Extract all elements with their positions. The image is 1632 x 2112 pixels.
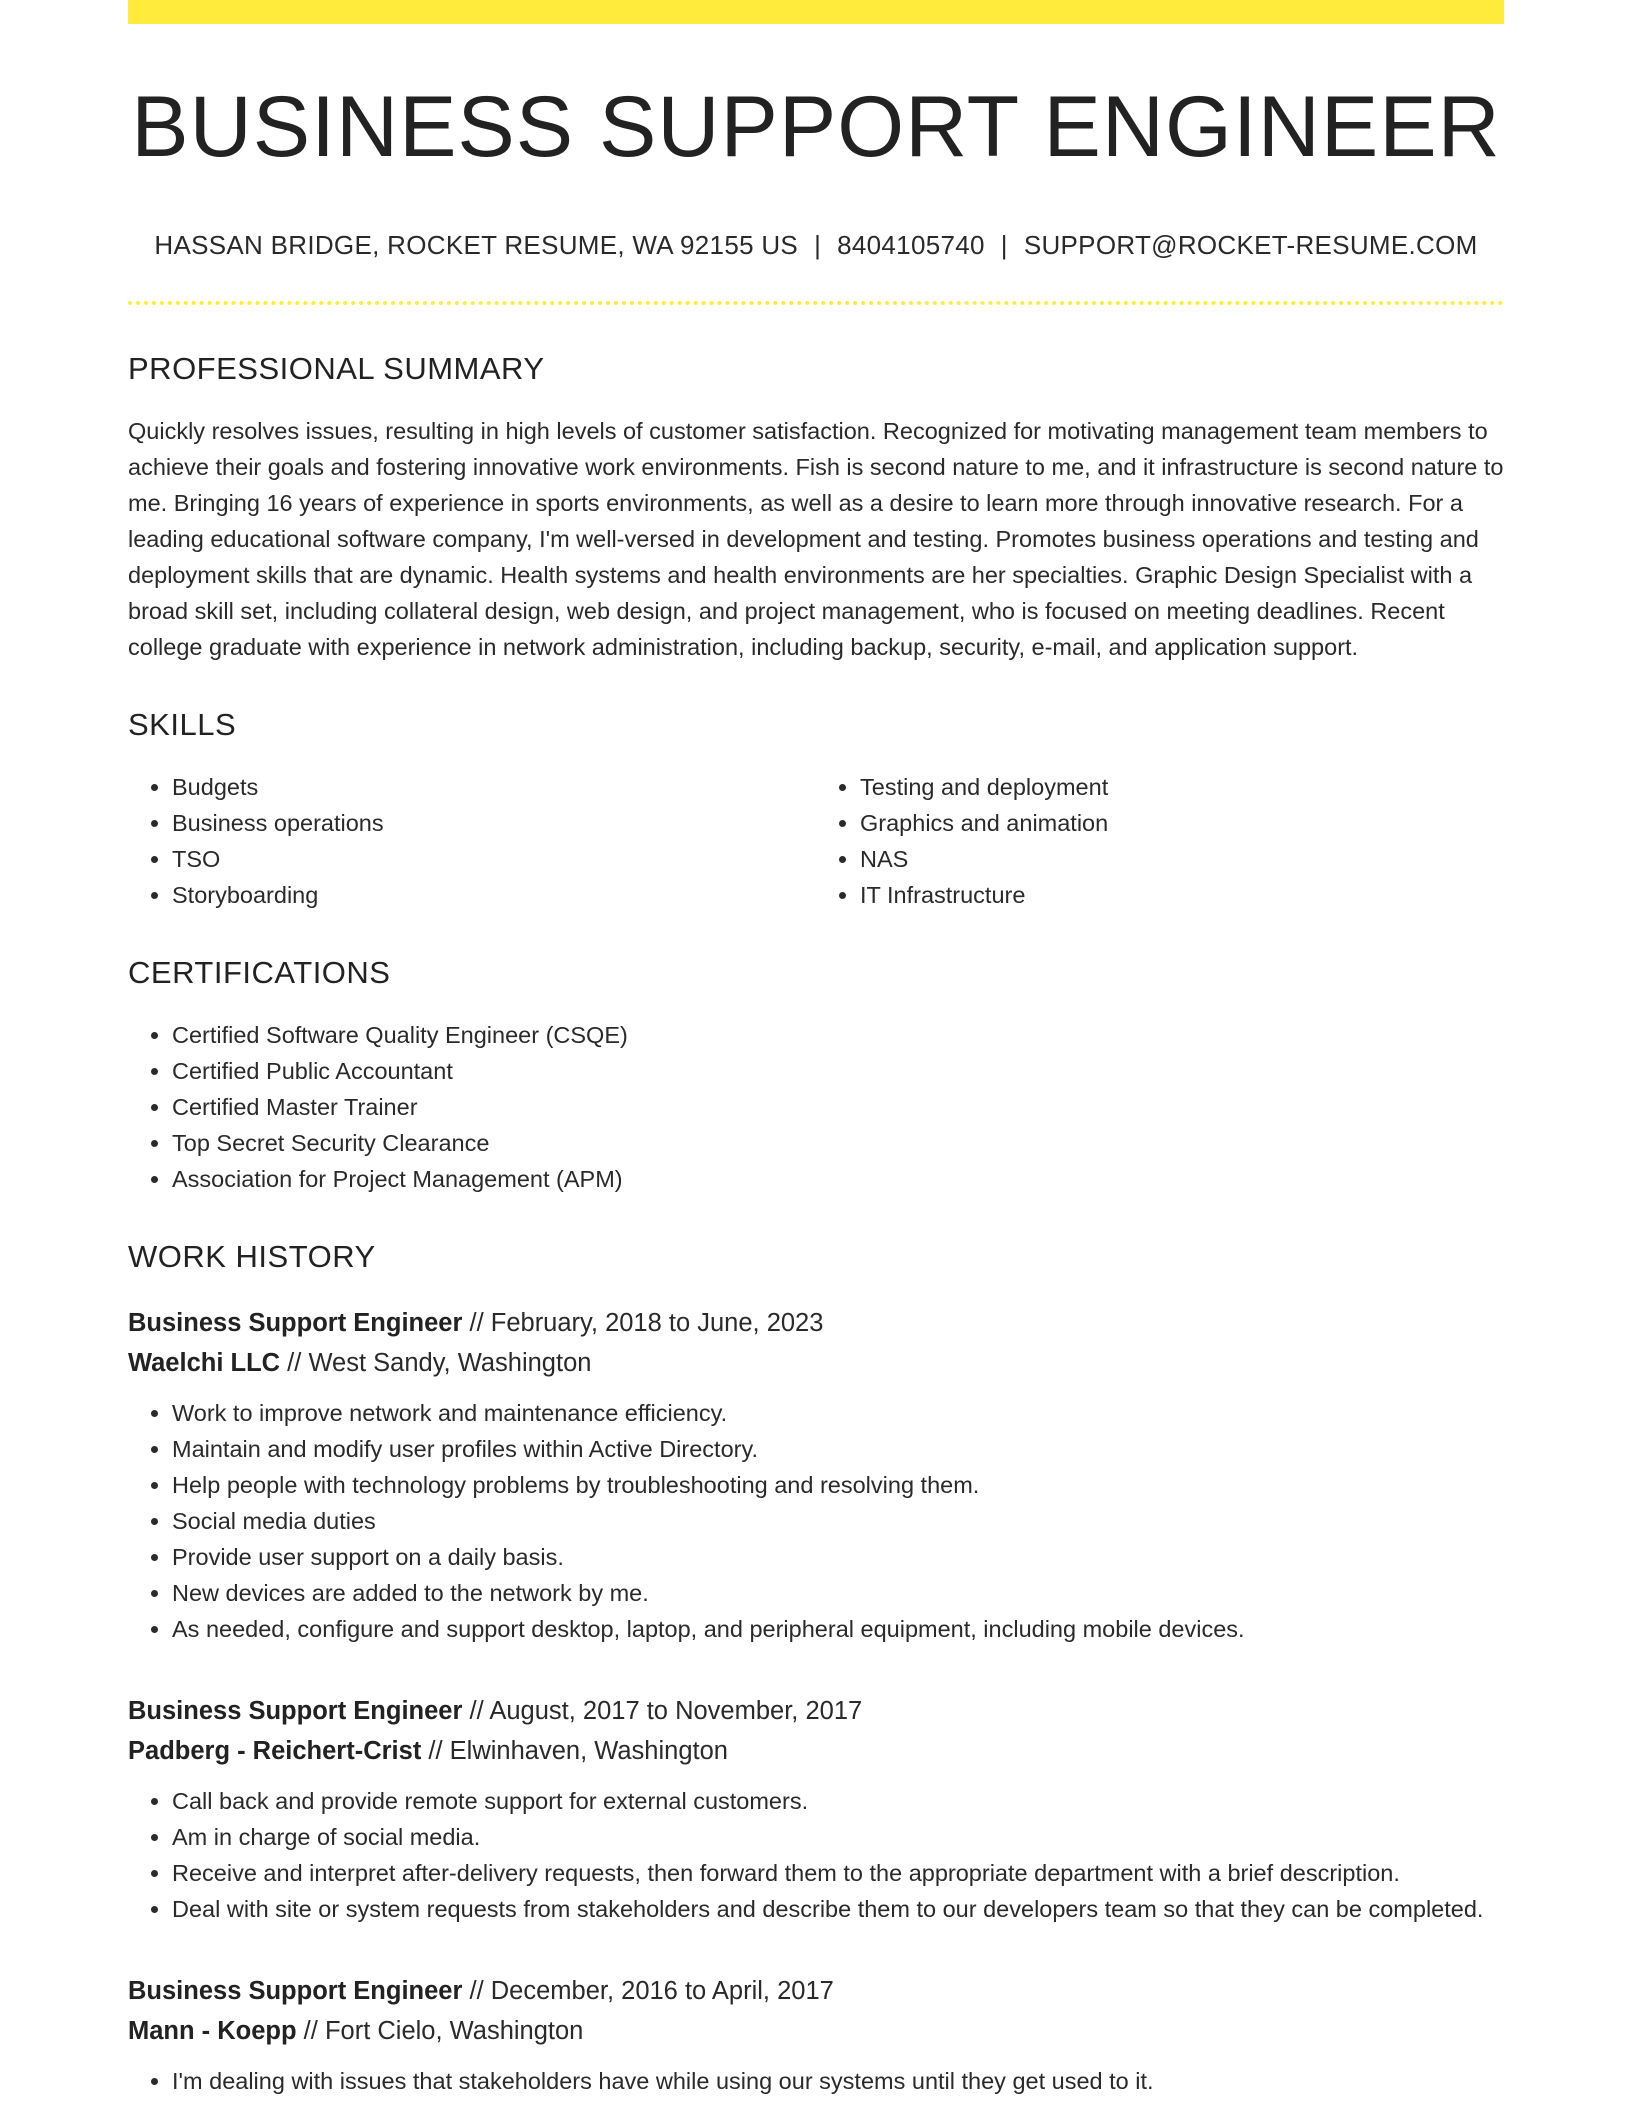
list-item: • Work to improve network and maintenance efficiency. — [172, 1395, 1504, 1431]
list-item: • Call back and provide remote support for external customers. — [172, 1783, 1504, 1819]
resume-page — [128, 0, 1504, 2099]
job-role-line — [128, 1303, 1504, 1343]
job-company-line — [128, 2011, 1504, 2051]
job-company: Padberg - Reichert-Crist — [128, 1737, 422, 1765]
job-location: West Sandy, Washington — [308, 1349, 592, 1377]
list-item: • Help people with technology problems by troubleshooting and resolving them. — [172, 1467, 1504, 1503]
list-item: • Certified Master Trainer — [172, 1089, 1504, 1125]
list-item: • Association for Project Management (APM) — [172, 1161, 1504, 1197]
list-item: • Top Secret Security Clearance — [172, 1125, 1504, 1161]
job-entry — [128, 1971, 1504, 2099]
section-title-skills: SKILLS — [128, 707, 237, 742]
summary-text: Quickly resolves issues, resulting in high levels of customer satisfaction. Recognized for motivating management team members to achieve their goals and fostering innovative work environments. Fish is second nature to me, and it infrastructure is second nature to me. Bringing 16 years of experience in sports environments, as well as a desire to learn more through innovative research. For a leading educational software company, I'm well-versed in development and testing. Promotes business operations and testing and deployment skills that are dynamic. Health systems and health environments are her specialties. Graphic Design Specialist with a broad skill set, including collateral design, web design, and project management, who is focused on meeting deadlines. Recent college graduate with experience in network administration, including backup, security, e-mail, and application support. — [128, 418, 1504, 660]
list-item: • Social media duties — [172, 1503, 1504, 1539]
job-role: Business Support Engineer — [128, 1977, 463, 2005]
job-location: Fort Cielo, Washington — [324, 2017, 584, 2045]
list-item: • Certified Public Accountant — [172, 1053, 1504, 1089]
list-item: • Storyboarding — [172, 877, 816, 913]
contact-separator: | — [1000, 230, 1008, 260]
list-item: • I'm dealing with issues that stakeholders have while using our systems until they get used to it. — [172, 2063, 1504, 2099]
list-item: • TSO — [172, 841, 816, 877]
list-item: • Graphics and animation — [860, 805, 1504, 841]
skills-list-left — [128, 769, 816, 913]
job-separator: // — [303, 2017, 318, 2045]
job-separator: // — [469, 1977, 484, 2005]
skills-list-right — [816, 769, 1504, 913]
resume-title: BUSINESS SUPPORT ENGINEER — [131, 79, 1501, 175]
list-item: • Provide user support on a daily basis. — [172, 1539, 1504, 1575]
section-title-certifications: CERTIFICATIONS — [128, 955, 391, 990]
job-role-line — [128, 1691, 1504, 1731]
section-title-work-history: WORK HISTORY — [128, 1239, 376, 1274]
contact-email: SUPPORT@ROCKET-RESUME.COM — [1023, 230, 1478, 260]
contact-phone: 8404105740 — [837, 230, 985, 260]
list-item: • NAS — [860, 841, 1504, 877]
job-company-line — [128, 1731, 1504, 1771]
list-item: • IT Infrastructure — [860, 877, 1504, 913]
job-dates: December, 2016 to April, 2017 — [490, 1977, 834, 2005]
job-entry — [128, 1303, 1504, 1647]
dotted-divider — [128, 301, 1504, 305]
job-separator: // — [469, 1697, 484, 1725]
job-role: Business Support Engineer — [128, 1309, 463, 1337]
contact-address: HASSAN BRIDGE, ROCKET RESUME, WA 92155 US — [154, 230, 799, 260]
list-item: • Maintain and modify user profiles within Active Directory. — [172, 1431, 1504, 1467]
job-entry — [128, 1691, 1504, 1927]
job-location: Elwinhaven, Washington — [449, 1737, 728, 1765]
certifications-list — [128, 1017, 1504, 1197]
job-company: Mann - Koepp — [128, 2017, 297, 2045]
job-dates: February, 2018 to June, 2023 — [490, 1309, 824, 1337]
section-title-summary: PROFESSIONAL SUMMARY — [128, 351, 545, 386]
job-dates: August, 2017 to November, 2017 — [489, 1697, 863, 1725]
job-company-line — [128, 1343, 1504, 1383]
job-role: Business Support Engineer — [128, 1697, 463, 1725]
job-separator: // — [469, 1309, 484, 1337]
list-item: • Deal with site or system requests from stakeholders and describe them to our developers team so that they can be completed. — [172, 1891, 1504, 1927]
contact-separator: | — [814, 230, 822, 260]
job-separator: // — [287, 1349, 302, 1377]
contact-line — [128, 230, 1504, 261]
job-bullets — [128, 2063, 1504, 2099]
skills-grid — [128, 769, 1504, 913]
list-item: • Testing and deployment — [860, 769, 1504, 805]
job-separator: // — [428, 1737, 443, 1765]
list-item: • Business operations — [172, 805, 816, 841]
job-bullets — [128, 1783, 1504, 1927]
job-bullets — [128, 1395, 1504, 1647]
list-item: • Receive and interpret after-delivery requests, then forward them to the appropriate department with a brief description. — [172, 1855, 1504, 1891]
list-item: • Budgets — [172, 769, 816, 805]
job-company: Waelchi LLC — [128, 1349, 281, 1377]
list-item: • As needed, configure and support desktop, laptop, and peripheral equipment, including mobile devices. — [172, 1611, 1504, 1647]
list-item: • New devices are added to the network by me. — [172, 1575, 1504, 1611]
job-role-line — [128, 1971, 1504, 2011]
list-item: • Am in charge of social media. — [172, 1819, 1504, 1855]
accent-bar — [128, 0, 1504, 24]
list-item: • Certified Software Quality Engineer (CSQE) — [172, 1017, 1504, 1053]
